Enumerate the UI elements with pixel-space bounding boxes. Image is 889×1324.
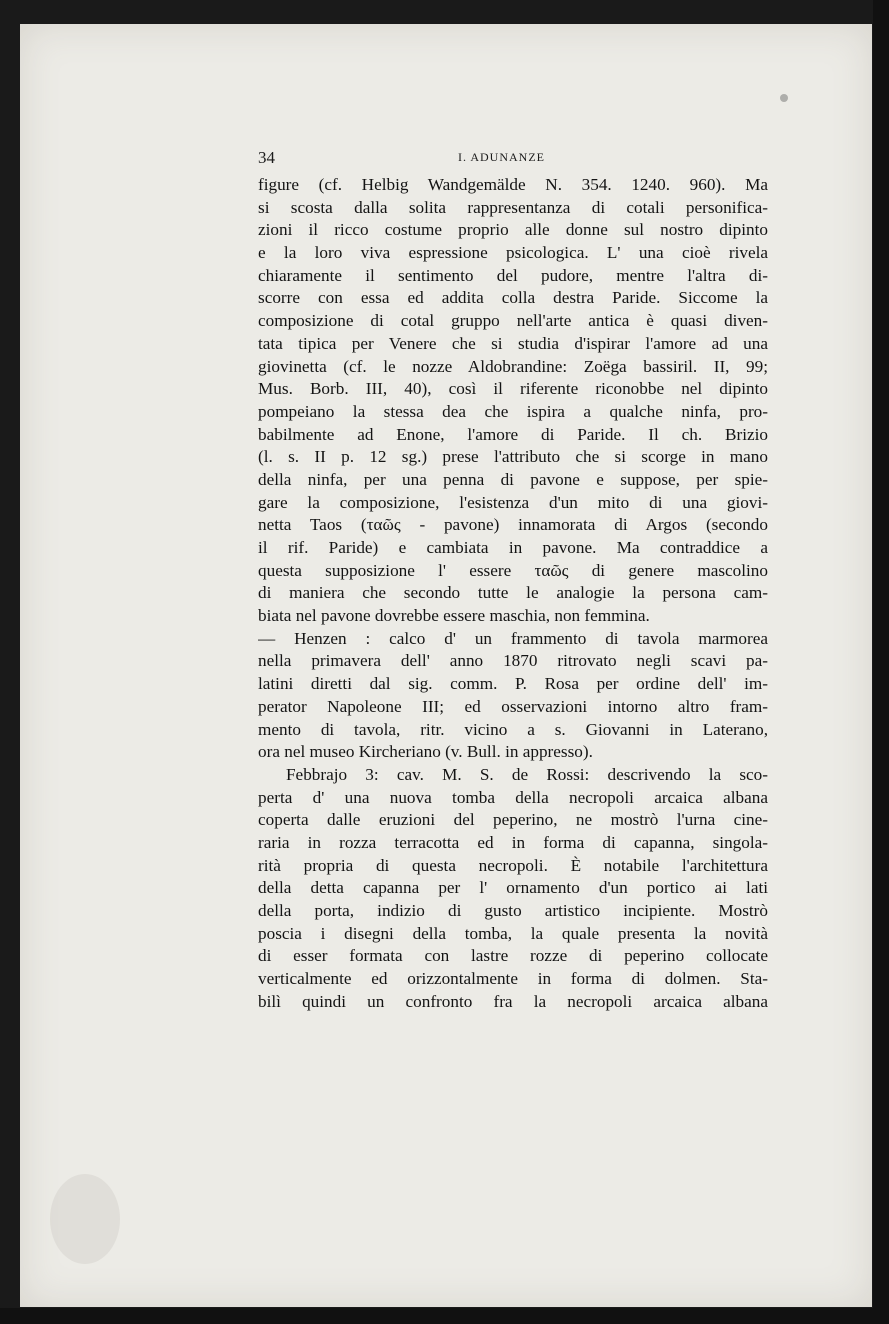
text-line: babilmente ad Enone, l'amore di Paride. Il ch. Brizio bbox=[258, 424, 768, 444]
text-line: perator Napoleone III; ed osservazioni intorno altro fram- bbox=[258, 696, 768, 716]
text-line: — Henzen : calco d' un frammento di tavola marmorea bbox=[258, 628, 768, 648]
text-line: perta d' una nuova tomba della necropoli arcaica albana bbox=[258, 787, 768, 807]
text-line: latini diretti dal sig. comm. P. Rosa per ordine dell' im- bbox=[258, 674, 768, 694]
text-line: biata nel pavone dovrebbe essere maschia, non femmina. bbox=[258, 606, 650, 626]
text-line: della ninfa, per una penna di pavone e suppose, per spie- bbox=[258, 469, 768, 489]
text-line: Mus. Borb. III, 40), così il riferente riconobbe nel dipinto bbox=[258, 379, 768, 399]
scan-edge-right bbox=[873, 0, 889, 1324]
text-line: giovinetta (cf. le nozze Aldobrandine: Zoëga bassiril. II, 99; bbox=[258, 356, 768, 376]
page-header bbox=[258, 148, 768, 170]
text-line: raria in rozza terracotta ed in forma di capanna, singola- bbox=[258, 832, 768, 852]
text-line: composizione di cotal gruppo nell'arte antica è quasi diven- bbox=[258, 311, 768, 331]
paper-speck bbox=[780, 94, 788, 102]
running-title: I. ADUNANZE bbox=[458, 150, 545, 164]
text-line: nella primavera dell' anno 1870 ritrovato negli scavi pa- bbox=[258, 651, 768, 671]
page-number: 34 bbox=[258, 148, 275, 167]
text-line: bilì quindi un confronto fra la necropoli arcaica albana bbox=[258, 991, 768, 1011]
text-line: della porta, indizio di gusto artistico incipiente. Mostrò bbox=[258, 901, 768, 920]
text-line: tata tipica per Venere che si studia d'ispirar l'amore ad una bbox=[258, 333, 768, 353]
text-line: zioni il ricco costume proprio alle donne sul nostro dipinto bbox=[258, 220, 768, 240]
text-line: di esser formata con lastre rozze di peperino collocate bbox=[258, 946, 768, 966]
text-line: mento di tavola, ritr. vicino a s. Giovanni in Laterano, bbox=[258, 719, 768, 739]
text-line: pompeiano la stessa dea che ispira a qualche ninfa, pro- bbox=[258, 401, 768, 421]
text-line: gare la composizione, l'esistenza d'un mito di una giovi- bbox=[258, 492, 768, 512]
text-line: di maniera che secondo tutte le analogie la persona cam- bbox=[258, 583, 768, 603]
text-line: figure (cf. Helbig Wandgemälde N. 354. 1240. 960). Ma bbox=[258, 175, 768, 194]
text-line: e la loro viva espressione psicologica. L' una cioè rivela bbox=[258, 243, 768, 263]
paper-stain bbox=[50, 1174, 120, 1264]
text-line: chiaramente il sentimento del pudore, mentre l'altra di- bbox=[258, 265, 768, 285]
text-line: coperta dalle eruzioni del peperino, ne mostrò l'urna cine- bbox=[258, 810, 768, 830]
text-line: si scosta dalla solita rappresentanza di cotali personifica- bbox=[258, 197, 768, 217]
text-line: rità propria di questa necropoli. È notabile l'architettura bbox=[258, 855, 768, 875]
text-line: scorre con essa ed addita colla destra Paride. Siccome la bbox=[258, 288, 768, 308]
text-line: della detta capanna per l' ornamento d'un portico ai lati bbox=[258, 878, 768, 898]
text-line: verticalmente ed orizzontalmente in forma di dolmen. Sta- bbox=[258, 969, 768, 989]
text-line: netta Taos (ταῶς - pavone) innamorata di Argos (secondo bbox=[258, 515, 768, 535]
scan-edge-bottom bbox=[0, 1308, 889, 1324]
text-line: ora nel museo Kircheriano (v. Bull. in appresso). bbox=[258, 742, 593, 762]
text-line: poscia i disegni della tomba, la quale presenta la novità bbox=[258, 923, 768, 943]
text-line: (l. s. II p. 12 sg.) prese l'attributo che si scorge in mano bbox=[258, 447, 768, 467]
text-line: il rif. Paride) e cambiata in pavone. Ma contraddice a bbox=[258, 538, 768, 557]
text-line: Febbrajo 3: cav. M. S. de Rossi: descrivendo la sco- bbox=[286, 764, 768, 784]
text-line: questa supposizione l' essere ταῶς di genere mascolino bbox=[258, 560, 768, 580]
body-text bbox=[258, 174, 768, 1013]
